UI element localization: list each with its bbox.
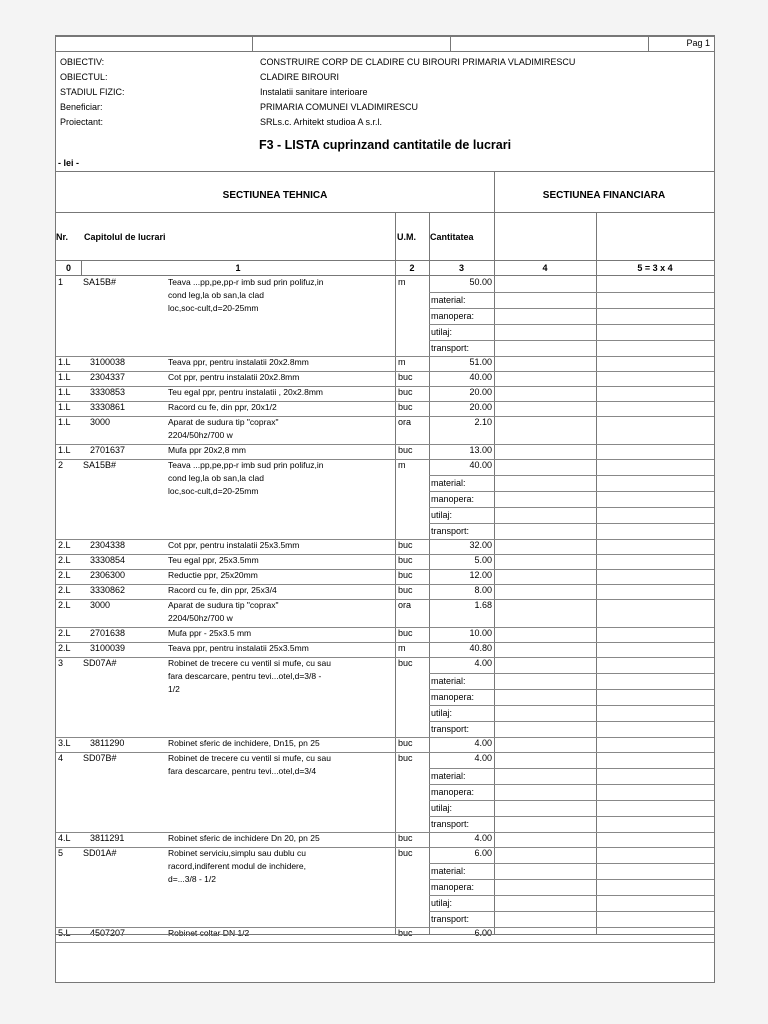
- row-description: Aparat de sudura tip "coprax": [168, 417, 279, 427]
- row-um: buc: [398, 833, 413, 843]
- row-description: Teava ppr, pentru instalatii 20x2.8mm: [168, 357, 309, 367]
- row-line: [429, 324, 714, 325]
- row-code: 4507207: [90, 928, 126, 938]
- row-code: 3811290: [90, 738, 125, 748]
- row-code: SD07B#: [83, 753, 117, 763]
- detail-label: material:: [431, 676, 466, 686]
- row-um: ora: [398, 600, 412, 610]
- row-description: d=...3/8 - 1/2: [168, 874, 216, 884]
- row-line: [429, 816, 714, 817]
- row-line: [429, 895, 714, 896]
- row-line: [429, 863, 714, 864]
- row-description: Teava ppr, pentru instalatii 25x3.5mm: [168, 643, 309, 653]
- row-description: 2204/50hz/700 w: [168, 430, 233, 440]
- row-description: Mufa ppr 20x2,8 mm: [168, 445, 246, 455]
- document-page: [55, 35, 715, 983]
- row-code: SD01A#: [83, 848, 117, 858]
- row-description: Robinet sferic de inchidere Dn 20, pn 25: [168, 833, 320, 843]
- row-number: 5: [58, 848, 64, 858]
- detail-label: material:: [431, 771, 466, 781]
- row-um: m: [398, 277, 406, 287]
- info-value: PRIMARIA COMUNEI VLADIMIRESCU: [260, 102, 419, 112]
- row-quantity: 20.00: [469, 402, 492, 412]
- detail-label: transport:: [431, 343, 470, 353]
- vline-col4: [596, 212, 597, 934]
- detail-label: material:: [431, 866, 466, 876]
- row-code: 3330854: [90, 555, 126, 565]
- row-quantity: 40.00: [469, 372, 492, 382]
- row-description: cond leg,la ob san,la clad: [168, 473, 264, 483]
- row-code: 3000: [90, 600, 111, 610]
- row-number: 2.L: [58, 570, 71, 580]
- detail-label: transport:: [431, 819, 470, 829]
- row-number: 2.L: [58, 540, 71, 550]
- row-description: Robinet coltar DN 1/2: [168, 928, 250, 938]
- row-line: [429, 879, 714, 880]
- row-line: [429, 800, 714, 801]
- detail-label: utilaj:: [431, 510, 453, 520]
- info-value: SRLs.c. Arhitekt studioa A s.r.l.: [260, 117, 383, 127]
- row-um: buc: [398, 658, 413, 668]
- row-quantity: 4.00: [474, 738, 492, 748]
- row-quantity: 40.80: [469, 643, 492, 653]
- row-um: buc: [398, 570, 413, 580]
- row-description: Racord cu fe, din ppr, 25x3/4: [168, 585, 277, 595]
- row-code: SA15B#: [83, 460, 117, 470]
- row-quantity: 4.00: [474, 753, 492, 763]
- header-divider: [648, 36, 649, 51]
- row-code: 3330861: [90, 402, 126, 412]
- row-quantity: 6.00: [474, 848, 492, 858]
- row-code: 3330862: [90, 585, 126, 595]
- row-description: Robinet de trecere cu ventil si mufe, cu sau: [168, 753, 331, 763]
- header-bottom-line: [56, 51, 714, 52]
- page-title: F3 - LISTA cuprinzand cantitatile de lucrari: [258, 138, 512, 152]
- detail-label: utilaj:: [431, 803, 453, 813]
- row-line: [429, 768, 714, 769]
- column-number: 5 = 3 x 4: [637, 263, 673, 273]
- row-number: 1: [58, 277, 64, 287]
- row-description: Cot ppr, pentru instalatii 20x2.8mm: [168, 372, 300, 382]
- row-code: 2306300: [90, 570, 126, 580]
- info-label: Proiectant:: [60, 117, 104, 127]
- page-number: Pag 1: [686, 38, 710, 48]
- row-quantity: 40.00: [469, 460, 492, 470]
- row-number: 1.L: [58, 417, 71, 427]
- vline-nr: [81, 260, 82, 275]
- detail-label: material:: [431, 295, 466, 305]
- row-number: 1.L: [58, 372, 71, 382]
- header-divider: [252, 36, 253, 51]
- vline-financial: [494, 171, 495, 934]
- header-top-line: [56, 36, 714, 37]
- row-um: m: [398, 460, 406, 470]
- row-um: buc: [398, 372, 413, 382]
- column-header-um: U.M.: [397, 232, 416, 242]
- row-code: 2304338: [90, 540, 126, 550]
- detail-label: material:: [431, 478, 466, 488]
- row-description: Teu egal ppr, pentru instalatii , 20x2.8mm: [168, 387, 323, 397]
- row-code: 3330853: [90, 387, 126, 397]
- detail-label: transport:: [431, 914, 470, 924]
- vline-um: [395, 212, 396, 934]
- row-description: racord,indiferent modul de inchidere,: [168, 861, 306, 871]
- row-description: Reductie ppr, 25x20mm: [168, 570, 258, 580]
- info-label: STADIUL FIZIC:: [60, 87, 125, 97]
- row-number: 2.L: [58, 628, 71, 638]
- column-header-capitol: Capitolul de lucrari: [84, 232, 166, 242]
- row-number: 2.L: [58, 555, 71, 565]
- detail-label: utilaj:: [431, 898, 453, 908]
- row-number: 4: [58, 753, 64, 763]
- row-line: [429, 491, 714, 492]
- row-description: Cot ppr, pentru instalatii 25x3.5mm: [168, 540, 300, 550]
- column-number: 1: [235, 263, 241, 273]
- currency-label: - lei -: [58, 158, 80, 168]
- row-code: 2304337: [90, 372, 126, 382]
- row-description: Aparat de sudura tip "coprax": [168, 600, 279, 610]
- row-quantity: 50.00: [469, 277, 492, 287]
- row-line: [429, 784, 714, 785]
- row-description: Mufa ppr - 25x3.5 mm: [168, 628, 252, 638]
- row-description: fara descarcare, pentru tevi...otel,d=3/4: [168, 766, 317, 776]
- row-line: [429, 523, 714, 524]
- column-header-nr: Nr.: [56, 232, 69, 242]
- row-code: SD07A#: [83, 658, 117, 668]
- row-description: cond leg,la ob san,la clad: [168, 290, 264, 300]
- column-number: 0: [65, 263, 71, 273]
- row-number: 3: [58, 658, 64, 668]
- info-label: OBIECTUL:: [60, 72, 108, 82]
- row-description: loc,soc-cult,d=20-25mm: [168, 486, 259, 496]
- column-header-cantitate: Cantitatea: [430, 232, 474, 242]
- row-line: [429, 292, 714, 293]
- column-number: 3: [458, 263, 464, 273]
- detail-label: manopera:: [431, 692, 475, 702]
- row-line: [429, 721, 714, 722]
- table-bottom-line: [56, 934, 714, 935]
- row-description: Racord cu fe, din ppr, 20x1/2: [168, 402, 277, 412]
- detail-label: manopera:: [431, 311, 475, 321]
- row-um: m: [398, 357, 406, 367]
- row-description: Teu egal ppr, 25x3.5mm: [168, 555, 259, 565]
- section-financiara: SECTIUNEA FINANCIARA: [542, 190, 666, 201]
- info-value: CONSTRUIRE CORP DE CLADIRE CU BIROURI PRIMARIA VLADIMIRESCU: [260, 57, 576, 67]
- row-description: fara descarcare, pentru tevi...otel,d=3/8 -: [168, 671, 322, 681]
- row-line: [429, 673, 714, 674]
- row-um: buc: [398, 402, 413, 412]
- row-code: SA15B#: [83, 277, 117, 287]
- row-line: [56, 942, 714, 943]
- row-line: [429, 689, 714, 690]
- row-description: Robinet sferic de inchidere, Dn15, pn 25: [168, 738, 320, 748]
- row-description: Robinet serviciu,simplu sau dublu cu: [168, 848, 306, 858]
- row-quantity: 8.00: [474, 585, 492, 595]
- detail-label: manopera:: [431, 882, 475, 892]
- row-quantity: 10.00: [469, 628, 492, 638]
- row-number: 1.L: [58, 387, 71, 397]
- row-number: 2.L: [58, 600, 71, 610]
- row-um: buc: [398, 585, 413, 595]
- row-number: 1.L: [58, 445, 71, 455]
- row-description: 1/2: [168, 684, 180, 694]
- row-quantity: 2.10: [474, 417, 492, 427]
- detail-label: utilaj:: [431, 327, 453, 337]
- info-value: Instalatii sanitare interioare: [260, 87, 368, 97]
- row-number: 4.L: [58, 833, 71, 843]
- row-um: buc: [398, 540, 413, 550]
- row-um: ora: [398, 417, 412, 427]
- row-line: [429, 340, 714, 341]
- row-um: m: [398, 643, 406, 653]
- row-um: buc: [398, 555, 413, 565]
- row-line: [429, 507, 714, 508]
- row-um: buc: [398, 753, 413, 763]
- detail-label: transport:: [431, 526, 470, 536]
- row-line: [429, 308, 714, 309]
- header-divider: [450, 36, 451, 51]
- row-um: buc: [398, 738, 413, 748]
- row-um: buc: [398, 628, 413, 638]
- row-code: 2701637: [90, 445, 126, 455]
- section-line: [56, 212, 714, 213]
- row-um: buc: [398, 928, 413, 938]
- detail-label: utilaj:: [431, 708, 453, 718]
- row-line: [429, 705, 714, 706]
- row-quantity: 20.00: [469, 387, 492, 397]
- row-code: 2701638: [90, 628, 126, 638]
- row-quantity: 12.00: [469, 570, 492, 580]
- row-quantity: 4.00: [474, 658, 492, 668]
- detail-label: manopera:: [431, 494, 475, 504]
- table-top-line: [56, 171, 714, 172]
- row-quantity: 13.00: [469, 445, 492, 455]
- header-line: [56, 260, 714, 261]
- row-um: buc: [398, 848, 413, 858]
- info-label: OBIECTIV:: [60, 57, 105, 67]
- row-um: buc: [398, 445, 413, 455]
- detail-label: transport:: [431, 724, 470, 734]
- row-line: [429, 475, 714, 476]
- row-um: buc: [398, 387, 413, 397]
- column-number: 2: [409, 263, 415, 273]
- column-number: 4: [542, 263, 548, 273]
- row-number: 5.L: [58, 928, 71, 938]
- row-quantity: 5.00: [474, 555, 492, 565]
- row-description: Teava ...pp,pe,pp-r imb sud prin polifuz,in: [168, 460, 324, 470]
- row-number: 1.L: [58, 402, 71, 412]
- row-quantity: 32.00: [469, 540, 492, 550]
- row-code: 3100039: [90, 643, 126, 653]
- row-code: 3000: [90, 417, 111, 427]
- info-value: CLADIRE BIROURI: [260, 72, 340, 82]
- row-number: 1.L: [58, 357, 71, 367]
- section-tehnica: SECTIUNEA TEHNICA: [222, 190, 328, 201]
- row-quantity: 51.00: [469, 357, 492, 367]
- row-number: 3.L: [58, 738, 71, 748]
- row-description: loc,soc-cult,d=20-25mm: [168, 303, 259, 313]
- row-quantity: 4.00: [474, 833, 492, 843]
- row-number: 2.L: [58, 643, 71, 653]
- row-number: 2.L: [58, 585, 71, 595]
- detail-label: manopera:: [431, 787, 475, 797]
- row-code: 3811291: [90, 833, 125, 843]
- row-code: 3100038: [90, 357, 126, 367]
- info-label: Beneficiar:: [60, 102, 103, 112]
- row-description: 2204/50hz/700 w: [168, 613, 233, 623]
- row-quantity: 1.68: [474, 600, 492, 610]
- row-number: 2: [58, 460, 64, 470]
- row-line: [429, 911, 714, 912]
- row-quantity: 6.00: [474, 928, 492, 938]
- row-description: Teava ...pp,pe,pp-r imb sud prin polifuz,in: [168, 277, 324, 287]
- row-description: Robinet de trecere cu ventil si mufe, cu sau: [168, 658, 331, 668]
